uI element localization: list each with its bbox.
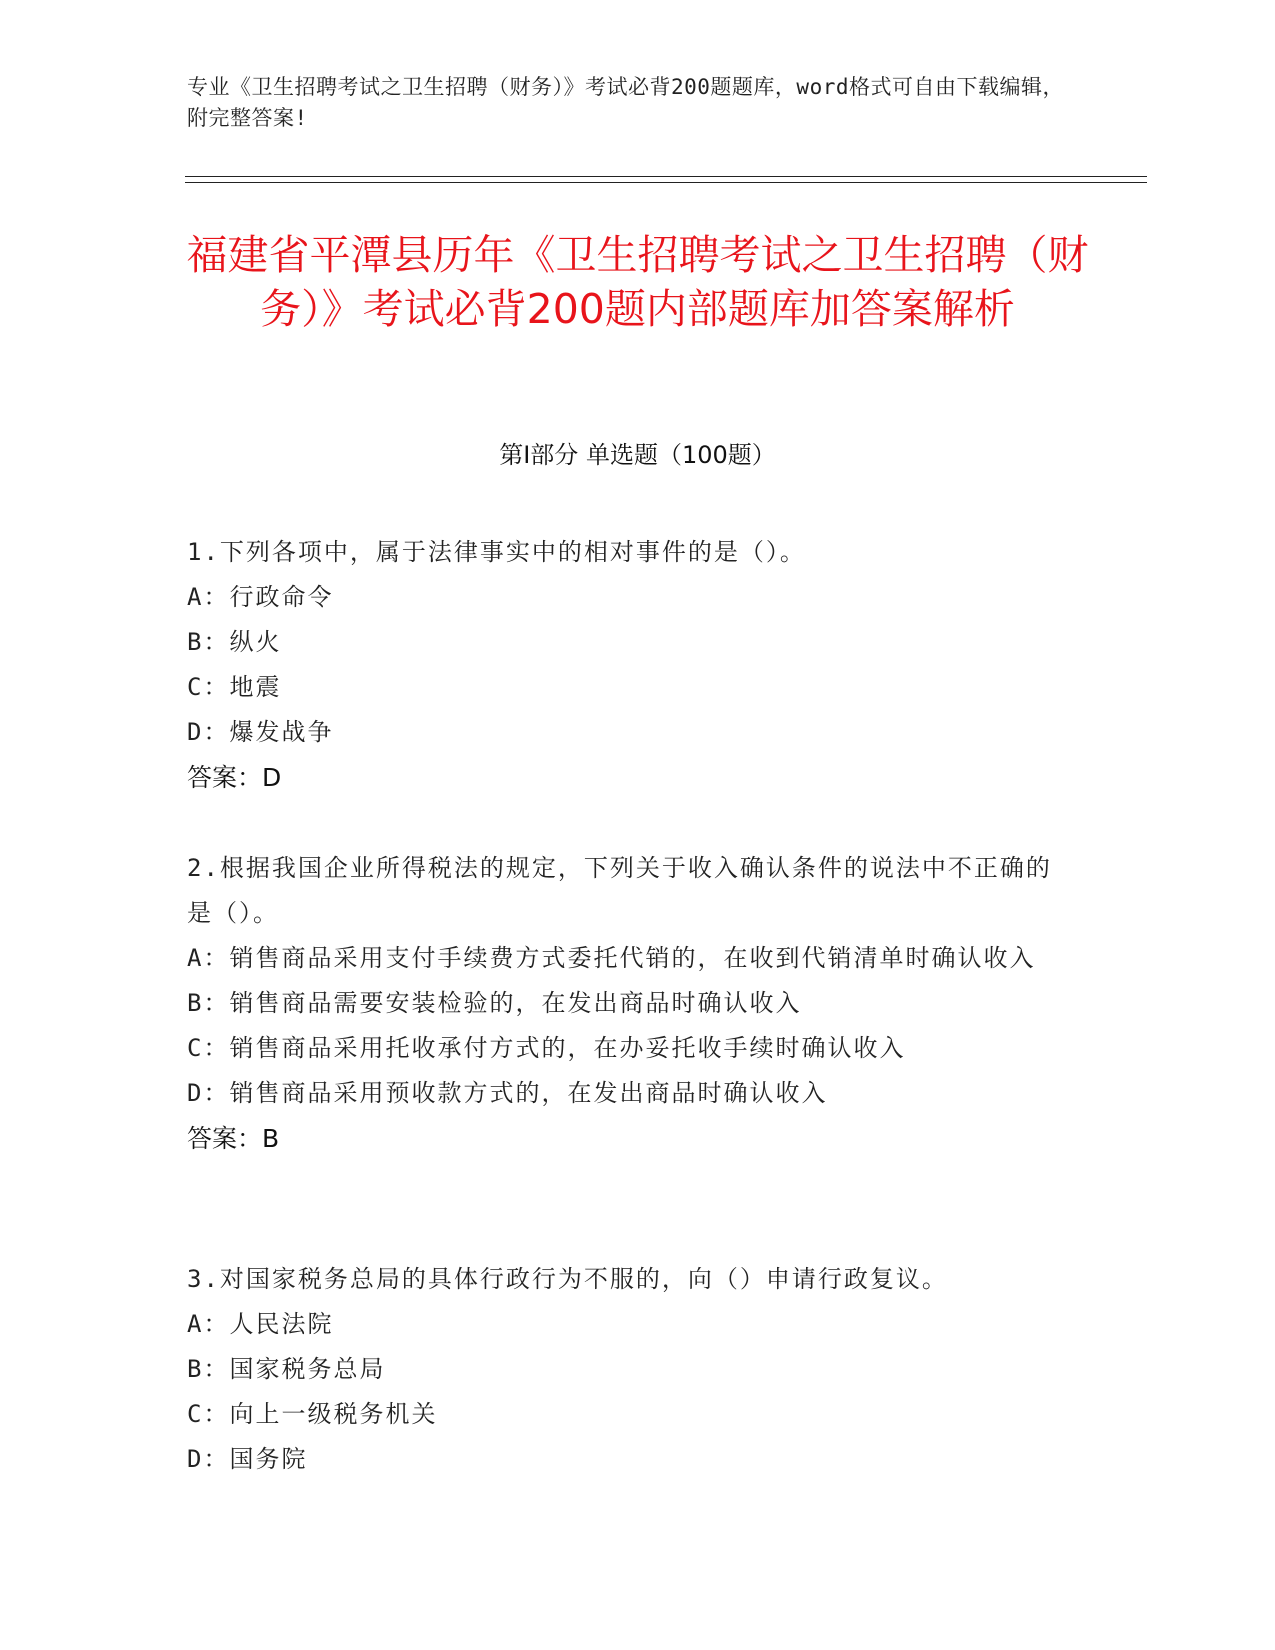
question-stem: 1.下列各项中，属于法律事实中的相对事件的是（）。: [187, 538, 806, 566]
intro-text: 专业《卫生招聘考试之卫生招聘（财务）》考试必背200题题库，word格式可自由下载编辑，附完整答案!: [187, 75, 1064, 130]
question-stem: 2.根据我国企业所得税法的规定，下列关于收入确认条件的说法中不正确的是（）。: [187, 854, 1052, 927]
option-b: B：纵火: [187, 628, 282, 656]
option-d: D：爆发战争: [187, 718, 334, 746]
question-3: [187, 1257, 1067, 1482]
header-divider-bottom: [185, 182, 1147, 183]
header-divider-top: [185, 176, 1147, 177]
option-c: C：向上一级税务机关: [187, 1400, 438, 1428]
answer: 答案：D: [187, 763, 282, 792]
option-a: A：行政命令: [187, 583, 334, 611]
question-2: [187, 846, 1067, 1161]
option-a: A：销售商品采用支付手续费方式委托代销的，在收到代销清单时确认收入: [187, 944, 1036, 972]
question-stem: 3.对国家税务总局的具体行政行为不服的，向（）申请行政复议。: [187, 1265, 948, 1293]
answer: 答案：B: [187, 1124, 280, 1153]
question-1: [187, 530, 1067, 800]
option-b: B：销售商品需要安装检验的，在发出商品时确认收入: [187, 989, 802, 1017]
option-c: C：地震: [187, 673, 282, 701]
document-title: 福建省平潭县历年《卫生招聘考试之卫生招聘（财务）》考试必背200题内部题库加答案解析: [186, 231, 1089, 333]
option-c: C：销售商品采用托收承付方式的，在办妥托收手续时确认收入: [187, 1034, 906, 1062]
option-b: B：国家税务总局: [187, 1355, 386, 1383]
option-d: D：销售商品采用预收款方式的，在发出商品时确认收入: [187, 1079, 828, 1107]
option-a: A：人民法院: [187, 1310, 334, 1338]
option-d: D：国务院: [187, 1445, 308, 1473]
section-heading: 第I部分 单选题（100题）: [499, 441, 776, 469]
